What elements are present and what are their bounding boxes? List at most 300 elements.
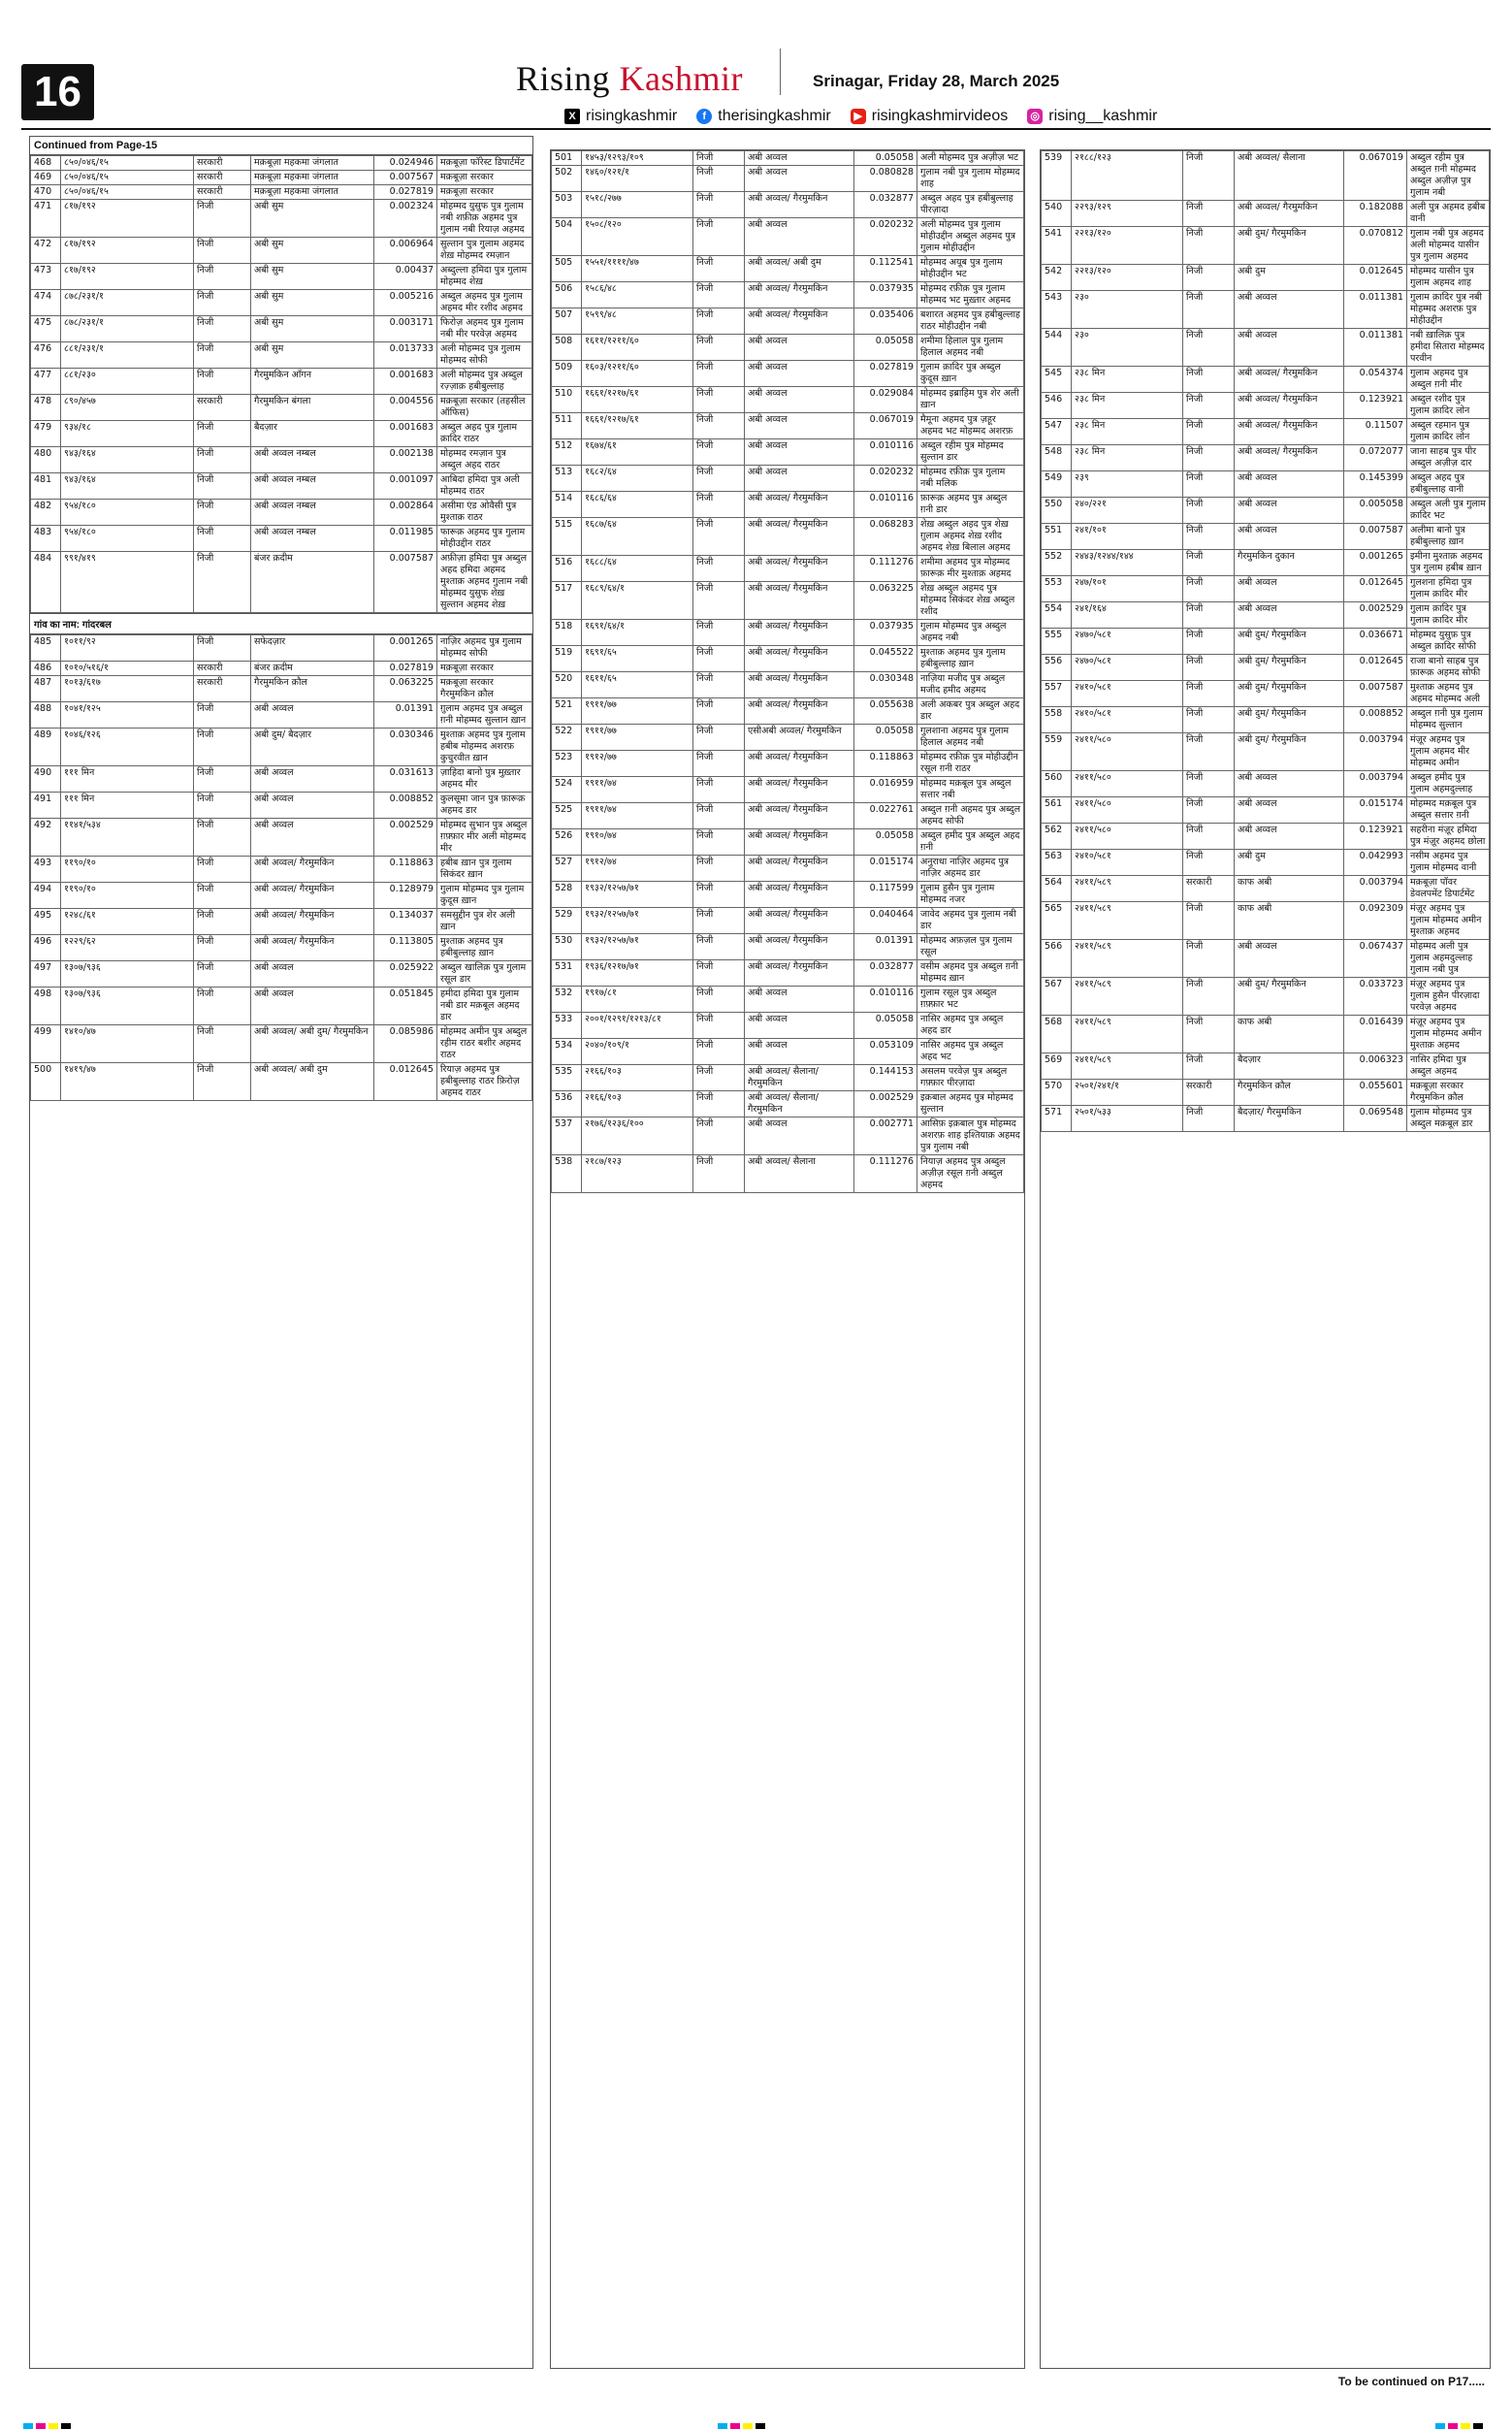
ownership-type-cell: निजी [194,290,251,316]
khasra-no-cell: २३८ मिन [1072,367,1183,393]
ownership-type-cell: निजी [1183,902,1235,940]
khasra-no-cell: २१६६/१०३ [582,1091,693,1117]
land-class-cell: अबी अव्वल नम्बल [251,500,374,526]
serial-no-cell: 502 [552,166,582,192]
land-class-cell: अबी अव्वल [745,218,854,256]
khasra-no-cell: १६९१/६५ [582,646,693,672]
youtube-handle: risingkashmirvideos [871,108,1009,124]
owner-name-cell: अब्दुल हमीद पुत्र अब्दुल अहद ग़नी [917,829,1024,856]
ownership-type-cell: निजी [693,166,745,192]
table-row [552,803,1024,829]
owner-name-cell: सहरीना मंज़ूर हमिदा पुत्र मंज़ूर अहमद छोला [1407,824,1490,850]
dateline: Srinagar, Friday 28, March 2025 [813,72,1060,90]
area-value-cell: 0.112541 [854,256,917,282]
ownership-type-cell: निजी [1183,445,1235,471]
khasra-no-cell: १६११/६५ [582,672,693,698]
khasra-no-cell: २४११/५८९ [1072,876,1183,902]
table-row [31,316,532,342]
khasra-no-cell: २१६६/१०३ [582,1065,693,1091]
khasra-no-cell: २४७०/५८१ [1072,629,1183,655]
serial-no-cell: 527 [552,856,582,882]
table-row [31,500,532,526]
ownership-type-cell: निजी [1183,681,1235,707]
serial-no-cell: 551 [1042,524,1072,550]
land-class-cell: अबी अव्वल/ गैरमुमकिन [745,672,854,698]
ownership-type-cell: निजी [693,1039,745,1065]
area-value-cell: 0.020232 [854,218,917,256]
table-row [552,908,1024,934]
owner-name-cell: हमीदा हमिदा पुत्र गुलाम नबी डार मक़बूल अहमद डार [437,988,532,1025]
ownership-type-cell: निजी [693,256,745,282]
owner-name-cell: राजा बानो साहब पुत्र फ़ारूक़ अहमद सोफी [1407,655,1490,681]
area-value-cell: 0.05058 [854,151,917,166]
facebook-handle: therisingkashmir [718,108,831,124]
table-row [552,256,1024,282]
ownership-type-cell: निजी [194,702,251,729]
area-value-cell: 0.005058 [1344,498,1407,524]
serial-no-cell: 507 [552,308,582,335]
area-value-cell: 0.05058 [854,335,917,361]
land-class-cell: अबी अव्वल/ गैरमुमकिन [745,698,854,725]
khasra-no-cell: १६८९/६४/१ [582,582,693,620]
khasra-no-cell: २३८ मिन [1072,445,1183,471]
table-row [552,556,1024,582]
land-class-cell: अबी अव्वल [251,988,374,1025]
owner-name-cell: मुश्ताक़ अहमद पुत्र गुलाम हबीबुल्लाह ख़ान [917,646,1024,672]
area-value-cell: 0.015174 [1344,797,1407,824]
serial-no-cell: 571 [1042,1106,1072,1132]
ownership-type-cell: निजी [1183,797,1235,824]
ownership-type-cell: सरकारी [194,395,251,421]
ownership-type-cell: निजी [693,1091,745,1117]
table-row [1042,445,1490,471]
land-class-cell: गैरमुमकिन क़ौल [1235,1080,1344,1106]
land-class-cell: अबी सुम [251,342,374,369]
land-class-cell: अबी अव्वल/ गैरमुमकिन [251,909,374,935]
area-value-cell: 0.012645 [1344,265,1407,291]
land-class-cell: अबी दुम/ बैदज़ार [251,729,374,766]
owner-name-cell: गुलशाना अहमद पुत्र गुलाम हिलाल अहमद नबी [917,725,1024,751]
land-class-cell: अबी अव्वल/ गैरमुमकिन [1235,201,1344,227]
serial-no-cell: 570 [1042,1080,1072,1106]
area-value-cell: 0.001265 [374,635,437,662]
area-value-cell: 0.030348 [854,672,917,698]
land-class-cell: अबी अव्वल [745,1039,854,1065]
land-class-cell: अबी अव्वल/ सैलाना [1235,151,1344,201]
serial-no-cell: 531 [552,960,582,987]
khasra-no-cell: १४१०/४७ [61,1025,194,1063]
serial-no-cell: 538 [552,1155,582,1193]
owner-name-cell: मोहम्मद रफ़ीक़ पुत्र गुलाम नबी मलिक [917,466,1024,492]
area-value-cell: 0.030346 [374,729,437,766]
area-value-cell: 0.068283 [854,518,917,556]
khasra-no-cell: १९१२/७४ [582,856,693,882]
table-row [31,857,532,883]
owner-name-cell: नासिर हमिदा पुत्र अब्दुल अहमद [1407,1053,1490,1080]
serial-no-cell: 499 [31,1025,61,1063]
khasra-no-cell: २४११/५८९ [1072,1016,1183,1053]
area-value-cell: 0.145399 [1344,471,1407,498]
serial-no-cell: 505 [552,256,582,282]
land-class-cell: अबी अव्वल [745,151,854,166]
social-instagram[interactable] [1027,108,1157,125]
table-row [552,960,1024,987]
land-class-cell: गैरमुमकिन क़ौल [251,676,374,702]
area-value-cell: 0.031613 [374,766,437,793]
owner-name-cell: अब्दुल रशीद पुत्र गुलाम क़ादिर लोन [1407,393,1490,419]
serial-no-cell: 564 [1042,876,1072,902]
land-class-cell: अबी अव्वल [1235,329,1344,367]
serial-no-cell: 479 [31,421,61,447]
area-value-cell: 0.037935 [854,282,917,308]
table-row [552,1155,1024,1193]
land-class-cell: अबी सुम [251,200,374,238]
land-class-cell: अबी अव्वल [745,987,854,1013]
table-row [31,290,532,316]
serial-no-cell: 482 [31,500,61,526]
table-row [31,264,532,290]
facebook-icon: f [696,109,712,124]
khasra-no-cell: २४१/१०१ [1072,524,1183,550]
khasra-no-cell: १०१०/५१६/१ [61,662,194,676]
owner-name-cell: मोहम्मद मक़बूल पुत्र अब्दुल सत्तार ग़नी [1407,797,1490,824]
owner-name-cell: शमीमा अहमद पुत्र मोहम्मद फ़ारूक़ मीर मुश्ताक़ अहमद [917,556,1024,582]
khasra-no-cell: २४११/५८० [1072,824,1183,850]
table-row [552,192,1024,218]
land-class-cell: मक़बूज़ा महकमा जंगलात [251,185,374,200]
khasra-no-cell: ९३४/१८ [61,421,194,447]
serial-no-cell: 550 [1042,498,1072,524]
serial-no-cell: 513 [552,466,582,492]
land-class-cell: अबी अव्वल/ गैरमुमकिन [745,803,854,829]
khasra-no-cell: ९९१/४१९ [61,552,194,613]
land-class-cell: अबी अव्वल [251,793,374,819]
land-class-cell: अबी अव्वल/ गैरमुमकिन [251,857,374,883]
table-row [552,672,1024,698]
owner-name-cell: अब्दुल अली पुत्र गुलाम क़ादिर भट [1407,498,1490,524]
land-class-cell: अबी दुम/ गैरमुमकिन [1235,707,1344,733]
area-value-cell: 0.05058 [854,829,917,856]
land-class-cell: अबी अव्वल/ गैरमुमकिन [745,556,854,582]
land-class-cell: अबी दुम [1235,850,1344,876]
land-class-cell: एसीअबी अव्वल/ गैरमुमकिन [745,725,854,751]
owner-name-cell: बशारत अहमद पुत्र हबीबुल्लाह राठर मोहीउद्दीन नबी [917,308,1024,335]
khasra-no-cell: १६८६/६४ [582,492,693,518]
table-row [1042,367,1490,393]
area-value-cell: 0.045522 [854,646,917,672]
table-row [552,856,1024,882]
owner-name-cell: मोहम्मद अमीन पुत्र अब्दुल रहीम राठर बशीर अहमद राठर [437,1025,532,1063]
serial-no-cell: 552 [1042,550,1072,576]
table-row [552,166,1024,192]
owner-name-cell: अब्दुल ग़नी पुत्र गुलाम मोहम्मद सुल्तान [1407,707,1490,733]
area-value-cell: 0.036671 [1344,629,1407,655]
area-value-cell: 0.05058 [854,1013,917,1039]
area-value-cell: 0.144153 [854,1065,917,1091]
ownership-type-cell: निजी [693,151,745,166]
serial-no-cell: 490 [31,766,61,793]
table-row [552,1117,1024,1155]
khasra-no-cell: १५०८/१२० [582,218,693,256]
serial-no-cell: 484 [31,552,61,613]
social-facebook[interactable] [696,108,830,125]
khasra-no-cell: १६८२/६४ [582,466,693,492]
land-class-cell: अबी अव्वल/ गैरमुमकिन [745,620,854,646]
table-row [31,156,532,171]
ownership-type-cell: सरकारी [194,171,251,185]
ownership-type-cell: निजी [693,1065,745,1091]
area-value-cell: 0.010116 [854,439,917,466]
area-value-cell: 0.111276 [854,1155,917,1193]
table-row [31,729,532,766]
ownership-type-cell: निजी [194,238,251,264]
owner-name-cell: शेख़ अब्दुल अहद पुत्र शेख़ ग़ुलाम अहमद शेख़ रशीद अहमद शेख़ बिलाल अहमद [917,518,1024,556]
area-value-cell: 0.012645 [374,1063,437,1101]
registration-marks-center [718,2423,765,2429]
table-row [1042,876,1490,902]
area-value-cell: 0.002324 [374,200,437,238]
land-class-cell: अबी अव्वल [745,387,854,413]
table-row [31,200,532,238]
table-row [552,466,1024,492]
serial-no-cell: 509 [552,361,582,387]
area-value-cell: 0.002529 [854,1091,917,1117]
khasra-no-cell: १५९९/४८ [582,308,693,335]
land-class-cell: अबी दुम/ गैरमुमकिन [1235,655,1344,681]
owner-name-cell: मोहम्मद रमज़ान पुत्र अब्दुल अहद राठर [437,447,532,473]
table-row [552,218,1024,256]
land-class-cell: अबी अव्वल/ गैरमुमकिन [745,308,854,335]
table-row [1042,655,1490,681]
land-class-cell: अबी अव्वल नम्बल [251,447,374,473]
owner-name-cell: गुलाम नबी पुत्र गुलाम मोहम्मद शाह [917,166,1024,192]
registration-marks-left [23,2423,71,2429]
table-row [1042,419,1490,445]
ownership-type-cell: निजी [1183,329,1235,367]
table-row [31,662,532,676]
serial-no-cell: 539 [1042,151,1072,201]
area-value-cell: 0.008852 [1344,707,1407,733]
table-row [1042,733,1490,771]
owner-name-cell: जावेद अहमद पुत्र गुलाम नबी डार [917,908,1024,934]
serial-no-cell: 553 [1042,576,1072,602]
area-value-cell: 0.003171 [374,316,437,342]
social-x[interactable] [564,108,677,125]
ownership-type-cell: निजी [1183,733,1235,771]
ownership-type-cell: निजी [693,829,745,856]
owner-name-cell: मक़बूज़ा सरकार [437,662,532,676]
serial-no-cell: 542 [1042,265,1072,291]
area-value-cell: 0.040464 [854,908,917,934]
ownership-type-cell: निजी [1183,1106,1235,1132]
serial-no-cell: 476 [31,342,61,369]
khasra-no-cell: १६७४/६१ [582,439,693,466]
land-class-cell: गैरमुमकिन आँगन [251,369,374,395]
serial-no-cell: 480 [31,447,61,473]
table-row [552,387,1024,413]
serial-no-cell: 555 [1042,629,1072,655]
ownership-type-cell: निजी [194,909,251,935]
owner-name-cell: गुलाम मोहम्मद पुत्र अब्दुल अहमद नबी [917,620,1024,646]
serial-no-cell: 557 [1042,681,1072,707]
owner-name-cell: हबीब ख़ान पुत्र गुलाम सिकंदर ख़ान [437,857,532,883]
land-class-cell: अबी अव्वल [1235,602,1344,629]
area-value-cell: 0.005216 [374,290,437,316]
owner-name-cell: आबिदा हमिदा पुत्र अली मोहम्मद राठर [437,473,532,500]
area-value-cell: 0.05058 [854,725,917,751]
ownership-type-cell: सरकारी [1183,876,1235,902]
area-value-cell: 0.118863 [854,751,917,777]
ownership-type-cell: निजी [693,282,745,308]
area-value-cell: 0.003794 [1344,876,1407,902]
ownership-type-cell: निजी [693,1155,745,1193]
table-row [31,171,532,185]
owner-name-cell: गुलाम अहमद पुत्र अब्दुल ग़नी मीर [1407,367,1490,393]
land-class-cell: मक़बूज़ा महकमा जंगलात [251,156,374,171]
khasra-no-cell: १९३६/१२१७/७१ [582,960,693,987]
area-value-cell: 0.024946 [374,156,437,171]
khasra-no-cell: २४१०/५८१ [1072,681,1183,707]
khasra-no-cell: २४१०/५८१ [1072,850,1183,876]
ownership-type-cell: निजी [693,387,745,413]
serial-no-cell: 487 [31,676,61,702]
table-row [552,335,1024,361]
khasra-no-cell: २४०/२२१ [1072,498,1183,524]
khasra-no-cell: २१८८/१२३ [1072,151,1183,201]
ownership-type-cell: निजी [693,725,745,751]
serial-no-cell: 536 [552,1091,582,1117]
owner-name-cell: अली मोहम्मद पुत्र गुलाम मोहीउद्दीन अब्दुल अहमद पुत्र गुलाम मोहीउद्दीन [917,218,1024,256]
khasra-no-cell: १६०३/१२११/६० [582,361,693,387]
serial-no-cell: 483 [31,526,61,552]
table-row [31,793,532,819]
area-value-cell: 0.002864 [374,500,437,526]
land-class-cell: बैदज़ार [251,421,374,447]
page-number: 16 [21,64,94,120]
serial-no-cell: 559 [1042,733,1072,771]
table-row [1042,550,1490,576]
khasra-no-cell: २३८ मिन [1072,393,1183,419]
area-value-cell: 0.182088 [1344,201,1407,227]
khasra-no-cell: २४४३/१२४४/१४४ [1072,550,1183,576]
area-value-cell: 0.006323 [1344,1053,1407,1080]
area-value-cell: 0.067437 [1344,940,1407,978]
owner-name-cell: गुलाम क़ादिर पुत्र नबी मोहम्मद अशरफ़ पुत्र मोहीउद्दीन [1407,291,1490,329]
serial-no-cell: 561 [1042,797,1072,824]
owner-name-cell: अब्दुल रहीम पुत्र मोहम्मद सुल्तान डार [917,439,1024,466]
table-row [31,526,532,552]
table-row [1042,850,1490,876]
ownership-type-cell: निजी [194,961,251,988]
ownership-type-cell: निजी [693,361,745,387]
land-class-cell: अबी अव्वल [1235,291,1344,329]
table-row [552,1091,1024,1117]
owner-name-cell: अब्दुल रहीम पुत्र अब्दुल ग़नी मोहम्मद अब्दुल अज़ीज़ पुत्र गुलाम नबी [1407,151,1490,201]
table-row [552,1065,1024,1091]
ownership-type-cell: निजी [1183,393,1235,419]
table-row [1042,393,1490,419]
table-row [31,473,532,500]
area-value-cell: 0.002771 [854,1117,917,1155]
serial-no-cell: 473 [31,264,61,290]
land-class-cell: अबी अव्वल/ गैरमुमकिन [745,751,854,777]
table-row [1042,291,1490,329]
social-youtube[interactable] [851,108,1009,125]
land-class-cell: सफेदज़ार [251,635,374,662]
ownership-type-cell: निजी [693,582,745,620]
owner-name-cell: मक़बूज़ा सरकार गैरमुमकिन क़ौल [1407,1080,1490,1106]
ownership-type-cell: निजी [693,698,745,725]
owner-name-cell: मोहम्मद यासीन पुत्र गुलाम अहमद शाह [1407,265,1490,291]
serial-no-cell: 516 [552,556,582,582]
serial-no-cell: 544 [1042,329,1072,367]
area-value-cell: 0.004556 [374,395,437,421]
column-3 [1040,149,1491,2369]
table-row [31,635,532,662]
serial-no-cell: 529 [552,908,582,934]
owner-name-cell: गुलाम हुसैन पुत्र गुलाम मोहम्मद नजर [917,882,1024,908]
land-class-cell: अबी अव्वल/ अबी दुम [745,256,854,282]
area-value-cell: 0.01391 [854,934,917,960]
area-value-cell: 0.032877 [854,960,917,987]
khasra-no-cell: १९११/७७ [582,725,693,751]
table-row [31,1063,532,1101]
owner-name-cell: मोहम्मद मक़बूल पुत्र अब्दुल सत्तार नबी [917,777,1024,803]
ownership-type-cell: निजी [1183,771,1235,797]
land-class-cell: अबी अव्वल [1235,471,1344,498]
khasra-no-cell: ९४३/१६४ [61,473,194,500]
owner-name-cell: मुश्ताक़ अहमद पुत्र अहमद मोहम्मद अली [1407,681,1490,707]
area-value-cell: 0.037935 [854,620,917,646]
serial-no-cell: 506 [552,282,582,308]
instagram-icon: ◎ [1027,109,1043,124]
khasra-no-cell: २४७/१०१ [1072,576,1183,602]
land-class-cell: अबी अव्वल [1235,576,1344,602]
serial-no-cell: 514 [552,492,582,518]
owner-name-cell: शमीमा हिलाल पुत्र गुलाम हिलाल अहमद नबी [917,335,1024,361]
table-row [1042,524,1490,550]
area-value-cell: 0.025922 [374,961,437,988]
serial-no-cell: 522 [552,725,582,751]
khasra-no-cell: १६६१/१२१७/६१ [582,413,693,439]
land-class-cell: अबी अव्वल/ गैरमुमकिन [1235,367,1344,393]
serial-no-cell: 560 [1042,771,1072,797]
khasra-no-cell: २२९३/१२९ [1072,201,1183,227]
table-row [552,1013,1024,1039]
serial-no-cell: 533 [552,1013,582,1039]
owner-name-cell: मक़बूज़ा पॉवर डेवलपमेंट डिपार्टमेंट [1407,876,1490,902]
khasra-no-cell: २००१/१२९१/१२१३/८१ [582,1013,693,1039]
area-value-cell: 0.063225 [854,582,917,620]
khasra-no-cell: २४११/५८९ [1072,902,1183,940]
table-row [552,308,1024,335]
serial-no-cell: 496 [31,935,61,961]
ownership-type-cell: निजी [1183,576,1235,602]
land-class-cell: अबी अव्वल नम्बल [251,526,374,552]
ownership-type-cell: निजी [693,1013,745,1039]
ownership-type-cell: सरकारी [194,676,251,702]
khasra-no-cell: २५०१/२४१/१ [1072,1080,1183,1106]
khasra-no-cell: १४६०/१२१/१ [582,166,693,192]
area-value-cell: 0.072077 [1344,445,1407,471]
owner-name-cell: अफ़ीज़ा हमिदा पुत्र अब्दुल अहद हमिदा अहमद मुश्ताक़ अहमद गुलाम नबी मोहम्मद युसुफ शेख़ सुल्तान अहमद शेख़ [437,552,532,613]
table-row [31,935,532,961]
land-class-cell: अबी अव्वल/ गैरमुमकिन [745,282,854,308]
land-class-cell: अबी अव्वल/ गैरमुमकिन [745,192,854,218]
owner-name-cell: मोहम्मद रफ़ीक़ पुत्र गुलाम मोहम्मद भट मुख़्तार अहमद [917,282,1024,308]
area-value-cell: 0.001683 [374,421,437,447]
khasra-no-cell: २२१३/१२० [1072,265,1183,291]
